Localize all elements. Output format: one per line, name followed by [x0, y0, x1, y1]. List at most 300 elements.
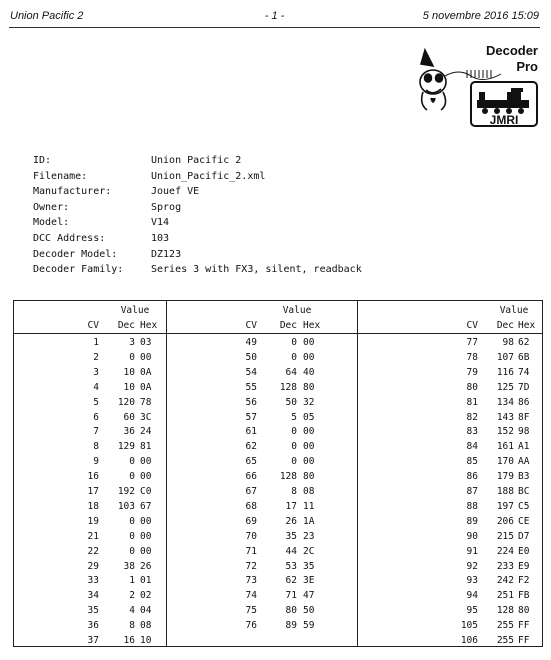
dec-value: 8 — [129, 620, 135, 632]
dec-value: 128 — [279, 381, 297, 393]
cv-number: 89 — [466, 515, 478, 527]
cv-number: 35 — [87, 605, 99, 617]
value-header: Value — [282, 305, 312, 316]
dec-value: 60 — [123, 411, 135, 423]
hex-value: E9 — [518, 560, 530, 572]
cv-number: 82 — [466, 411, 478, 423]
table-row — [167, 426, 358, 440]
info-row — [33, 231, 362, 247]
cv-header: CV — [87, 320, 99, 331]
dec-value: 1 — [129, 575, 135, 587]
dec-value: 98 — [502, 337, 514, 348]
hex-value: F2 — [518, 575, 530, 587]
dec-value: 2 — [129, 590, 135, 602]
hex-value: 08 — [303, 486, 315, 497]
dec-value: 120 — [117, 396, 135, 408]
info-row — [33, 215, 362, 231]
hex-value: FF — [518, 620, 530, 632]
dec-value: 0 — [129, 530, 135, 542]
cv-number: 29 — [87, 560, 99, 572]
dec-header: Dec — [279, 320, 297, 331]
info-label: DCC Address: — [33, 232, 106, 244]
hex-value: 00 — [140, 351, 152, 363]
hex-value: 80 — [518, 605, 530, 617]
decoder-info — [33, 153, 362, 278]
table-row — [167, 590, 358, 604]
dec-header: Dec — [496, 320, 514, 331]
dec-value: 50 — [285, 396, 297, 408]
cv-number: 95 — [466, 605, 478, 617]
cv-number: 77 — [466, 337, 478, 348]
hex-value: 00 — [303, 441, 315, 453]
hex-value: 00 — [140, 545, 152, 557]
table-row — [14, 352, 166, 366]
dec-value: 10 — [123, 381, 135, 393]
info-row — [33, 200, 362, 216]
dec-value: 251 — [496, 590, 514, 602]
table-row — [14, 605, 166, 619]
table-row — [358, 501, 543, 515]
cv-number: 105 — [460, 620, 478, 632]
logo-badge-text: JMRI — [489, 113, 519, 127]
table-row — [358, 620, 543, 634]
cv-number: 84 — [466, 441, 478, 453]
dec-value: 242 — [496, 575, 514, 587]
info-label: ID: — [33, 155, 52, 166]
cv-number: 91 — [466, 545, 478, 557]
table-row — [167, 352, 358, 366]
hex-value: 3C — [140, 411, 152, 423]
dec-value: 224 — [496, 545, 514, 557]
table-row — [358, 367, 543, 381]
cv-number: 55 — [245, 381, 257, 393]
dec-value: 71 — [285, 590, 297, 602]
hex-value: 08 — [140, 620, 152, 632]
table-row — [358, 382, 543, 396]
dec-value: 8 — [291, 486, 297, 497]
cv-table — [13, 300, 543, 647]
cv-column — [166, 301, 358, 646]
value-header: Value — [499, 305, 529, 316]
info-value: 103 — [151, 232, 170, 244]
dec-value: 134 — [496, 396, 514, 408]
hex-value: 47 — [303, 590, 315, 602]
table-row — [167, 471, 358, 485]
cv-number: 22 — [87, 545, 99, 557]
hex-value: 8F — [518, 411, 530, 423]
hex-value: 81 — [140, 441, 152, 453]
hex-value: 62 — [518, 337, 530, 348]
table-row — [14, 531, 166, 545]
hex-value: 78 — [140, 396, 152, 408]
cv-number: 74 — [245, 590, 257, 602]
column-header-row — [358, 320, 543, 334]
header-date: 5 novembre 2016 15:09 — [422, 10, 539, 22]
table-row — [14, 397, 166, 411]
table-row — [358, 412, 543, 426]
table-row — [358, 441, 543, 455]
table-row — [167, 337, 358, 351]
cv-number: 67 — [245, 486, 257, 497]
dec-value: 36 — [123, 426, 135, 438]
cv-header: CV — [245, 320, 257, 331]
hex-value: 6B — [518, 351, 530, 363]
dec-value: 0 — [291, 351, 297, 363]
hex-value: 80 — [303, 381, 315, 393]
dec-value: 179 — [496, 471, 514, 483]
table-row — [167, 531, 358, 545]
dec-value: 233 — [496, 560, 514, 572]
dec-value: 3 — [129, 337, 135, 348]
table-row — [358, 516, 543, 530]
cv-number: 70 — [245, 530, 257, 542]
cv-number: 33 — [87, 575, 99, 587]
logo-pro-text: Pro — [516, 59, 538, 74]
table-row — [14, 620, 166, 634]
dec-value: 107 — [496, 351, 514, 363]
cv-number: 73 — [245, 575, 257, 587]
cv-number: 86 — [466, 471, 478, 483]
dec-value: 4 — [129, 605, 135, 617]
page-header — [9, 9, 540, 28]
info-label: Decoder Family: — [33, 264, 124, 276]
table-row — [358, 605, 543, 619]
table-row — [358, 397, 543, 411]
cv-number: 21 — [87, 530, 99, 542]
hex-value: AA — [518, 456, 530, 468]
table-row — [167, 546, 358, 560]
cv-number: 4 — [93, 381, 99, 393]
hex-value: 05 — [303, 411, 315, 423]
hex-value: 00 — [303, 351, 315, 363]
hex-value: 2C — [303, 545, 315, 557]
dec-value: 0 — [129, 545, 135, 557]
hex-value: 74 — [518, 366, 530, 378]
hex-value: 0A — [140, 366, 152, 378]
hex-value: 24 — [140, 426, 152, 438]
hex-value: 80 — [303, 471, 315, 483]
hex-value: C5 — [518, 500, 530, 512]
table-row — [167, 620, 358, 634]
hex-value: 0A — [140, 381, 152, 393]
hex-value: 11 — [303, 500, 315, 512]
hex-value: 00 — [303, 337, 315, 348]
cv-column — [14, 301, 166, 646]
cv-column — [357, 301, 543, 646]
table-row — [167, 561, 358, 575]
header-title: Union Pacific 2 — [10, 10, 84, 22]
info-value: DZ123 — [151, 248, 182, 260]
table-row — [14, 516, 166, 530]
hex-value: 00 — [140, 515, 152, 527]
cv-number: 90 — [466, 530, 478, 542]
cv-number: 78 — [466, 351, 478, 363]
dec-value: 35 — [285, 530, 297, 542]
cv-number: 66 — [245, 471, 257, 483]
cv-number: 6 — [93, 411, 99, 423]
table-row — [14, 486, 166, 500]
dec-value: 103 — [117, 500, 135, 512]
info-row — [33, 169, 362, 185]
dec-value: 188 — [496, 486, 514, 497]
dec-value: 62 — [285, 575, 297, 587]
cv-number: 56 — [245, 396, 257, 408]
hex-value: 67 — [140, 500, 152, 512]
table-row — [14, 575, 166, 589]
cv-number: 19 — [87, 515, 99, 527]
hex-value: 35 — [303, 560, 315, 572]
dec-value: 128 — [279, 471, 297, 483]
cv-number: 62 — [245, 441, 257, 453]
table-row — [167, 382, 358, 396]
dec-value: 143 — [496, 411, 514, 423]
dec-value: 44 — [285, 545, 297, 557]
info-row — [33, 262, 362, 278]
dec-value: 10 — [123, 366, 135, 378]
hex-value: 26 — [140, 560, 152, 572]
info-value: Union Pacific 2 — [151, 155, 242, 166]
table-row — [358, 426, 543, 440]
cv-number: 65 — [245, 456, 257, 468]
dec-value: 129 — [117, 441, 135, 453]
dec-value: 197 — [496, 500, 514, 512]
hex-value: 02 — [140, 590, 152, 602]
jmri-logo-icon — [411, 40, 541, 130]
dec-value: 206 — [496, 515, 514, 527]
table-row — [358, 471, 543, 485]
cv-number: 87 — [466, 486, 478, 497]
cv-number: 79 — [466, 366, 478, 378]
dec-value: 53 — [285, 560, 297, 572]
hex-value: E0 — [518, 545, 530, 557]
table-row — [167, 367, 358, 381]
table-row — [358, 546, 543, 560]
table-row — [167, 456, 358, 470]
cv-number: 80 — [466, 381, 478, 393]
hex-header: Hex — [140, 320, 158, 331]
info-label: Decoder Model: — [33, 248, 118, 260]
hex-value: BC — [518, 486, 530, 497]
hex-value: 86 — [518, 396, 530, 408]
info-value: Sprog — [151, 201, 182, 213]
cv-number: 50 — [245, 351, 257, 363]
hex-value: 23 — [303, 530, 315, 542]
info-row — [33, 247, 362, 263]
hex-value: A1 — [518, 441, 530, 453]
column-header-row — [167, 320, 358, 334]
hex-value: FF — [518, 635, 530, 646]
hex-header: Hex — [303, 320, 321, 331]
table-row — [358, 575, 543, 589]
info-row — [33, 153, 362, 169]
cv-number: 2 — [93, 351, 99, 363]
cv-number: 16 — [87, 471, 99, 483]
hex-value: 01 — [140, 575, 152, 587]
hex-value: 00 — [303, 426, 315, 438]
table-row — [358, 531, 543, 545]
header-divider — [14, 333, 166, 334]
cv-number: 17 — [87, 486, 99, 497]
hex-value: B3 — [518, 471, 530, 483]
cv-number: 1 — [93, 337, 99, 348]
hex-value: CE — [518, 515, 530, 527]
table-row — [358, 635, 543, 649]
table-row — [14, 501, 166, 515]
table-row — [167, 605, 358, 619]
cv-number: 69 — [245, 515, 257, 527]
hex-value: 03 — [140, 337, 152, 348]
cv-number: 7 — [93, 426, 99, 438]
table-row — [358, 456, 543, 470]
header-divider — [358, 333, 543, 334]
table-row — [14, 561, 166, 575]
dec-value: 128 — [496, 605, 514, 617]
dec-value: 116 — [496, 366, 514, 378]
table-row — [167, 501, 358, 515]
dec-value: 64 — [285, 366, 297, 378]
cv-number: 3 — [93, 366, 99, 378]
cv-number: 106 — [460, 635, 478, 646]
cv-number: 92 — [466, 560, 478, 572]
dec-value: 0 — [291, 337, 297, 348]
table-row — [358, 337, 543, 351]
table-row — [14, 456, 166, 470]
dec-value: 0 — [129, 456, 135, 468]
table-row — [14, 546, 166, 560]
cv-number: 93 — [466, 575, 478, 587]
hex-value: 32 — [303, 396, 315, 408]
dec-value: 0 — [291, 426, 297, 438]
dec-value: 152 — [496, 426, 514, 438]
cv-number: 76 — [245, 620, 257, 632]
table-row — [167, 575, 358, 589]
hex-value: 1A — [303, 515, 315, 527]
table-row — [358, 486, 543, 500]
cv-number: 61 — [245, 426, 257, 438]
cv-number: 57 — [245, 411, 257, 423]
dec-value: 26 — [285, 515, 297, 527]
dec-value: 0 — [291, 441, 297, 453]
table-row — [14, 426, 166, 440]
table-row — [14, 337, 166, 351]
decoderpro-logo — [411, 40, 541, 130]
cv-number: 49 — [245, 337, 257, 348]
dec-value: 255 — [496, 635, 514, 646]
hex-value: 40 — [303, 366, 315, 378]
info-label: Filename: — [33, 170, 88, 182]
cv-number: 85 — [466, 456, 478, 468]
cv-number: 8 — [93, 441, 99, 453]
cv-header: CV — [466, 320, 478, 331]
cv-number: 71 — [245, 545, 257, 557]
dec-value: 89 — [285, 620, 297, 632]
dec-value: 0 — [129, 351, 135, 363]
info-label: Owner: — [33, 201, 70, 213]
hex-header: Hex — [518, 320, 536, 331]
table-row — [14, 412, 166, 426]
cv-number: 68 — [245, 500, 257, 512]
table-row — [358, 561, 543, 575]
dec-value: 255 — [496, 620, 514, 632]
table-row — [167, 486, 358, 500]
table-row — [14, 441, 166, 455]
cv-number: 75 — [245, 605, 257, 617]
cv-number: 94 — [466, 590, 478, 602]
dec-value: 161 — [496, 441, 514, 453]
dec-value: 38 — [123, 560, 135, 572]
cv-number: 5 — [93, 396, 99, 408]
table-row — [167, 397, 358, 411]
cv-number: 37 — [87, 635, 99, 646]
hex-value: 00 — [303, 456, 315, 468]
hex-value: FB — [518, 590, 530, 602]
header-divider — [167, 333, 358, 334]
table-row — [14, 382, 166, 396]
info-row — [33, 184, 362, 200]
dec-value: 0 — [129, 471, 135, 483]
cv-number: 72 — [245, 560, 257, 572]
dec-value: 16 — [123, 635, 135, 646]
info-value: V14 — [151, 217, 170, 229]
cv-number: 18 — [87, 500, 99, 512]
cv-number: 34 — [87, 590, 99, 602]
hex-value: 98 — [518, 426, 530, 438]
table-row — [14, 367, 166, 381]
column-header-row — [14, 320, 166, 334]
dec-value: 80 — [285, 605, 297, 617]
hex-value: C0 — [140, 486, 152, 497]
hex-value: 50 — [303, 605, 315, 617]
dec-value: 17 — [285, 500, 297, 512]
hex-value: 04 — [140, 605, 152, 617]
table-row — [14, 635, 166, 649]
info-value: Series 3 with FX3, silent, readback — [151, 264, 362, 276]
dec-value: 5 — [291, 411, 297, 423]
dec-value: 0 — [291, 456, 297, 468]
dec-value: 170 — [496, 456, 514, 468]
info-value: Union_Pacific_2.xml — [151, 170, 266, 182]
cv-number: 81 — [466, 396, 478, 408]
hex-value: D7 — [518, 530, 530, 542]
info-label: Manufacturer: — [33, 186, 112, 198]
cv-number: 54 — [245, 366, 257, 378]
cv-number: 83 — [466, 426, 478, 438]
hex-value: 7D — [518, 381, 530, 393]
hex-value: 3E — [303, 575, 315, 587]
hex-value: 00 — [140, 456, 152, 468]
cv-number: 9 — [93, 456, 99, 468]
table-row — [167, 412, 358, 426]
hex-value: 00 — [140, 471, 152, 483]
dec-header: Dec — [117, 320, 135, 331]
dec-value: 192 — [117, 486, 135, 497]
cv-number: 88 — [466, 500, 478, 512]
logo-decoder-text: Decoder — [485, 43, 538, 58]
table-row — [14, 590, 166, 604]
value-header: Value — [120, 305, 150, 316]
table-row — [167, 441, 358, 455]
table-row — [358, 590, 543, 604]
hex-value: 00 — [140, 530, 152, 542]
dec-value: 125 — [496, 381, 514, 393]
dec-value: 0 — [129, 515, 135, 527]
table-row — [358, 352, 543, 366]
page-number: - 1 - — [264, 10, 285, 22]
info-value: Jouef VE — [151, 186, 200, 198]
info-label: Model: — [33, 217, 70, 229]
hex-value: 59 — [303, 620, 315, 632]
table-row — [167, 516, 358, 530]
